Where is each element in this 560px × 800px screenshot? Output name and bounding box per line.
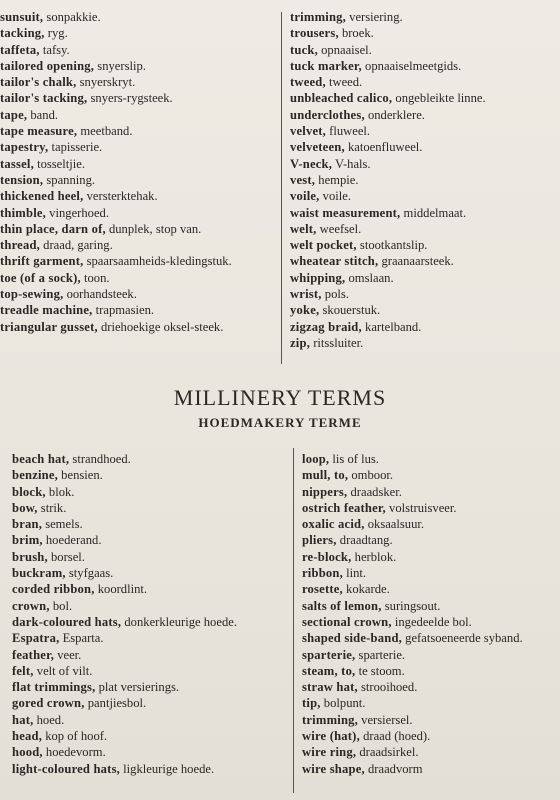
glossary-entry xyxy=(302,484,560,500)
glossary-term: wrist, xyxy=(290,287,322,302)
glossary-translation: tafsy. xyxy=(39,42,70,57)
glossary-translation: versiering. xyxy=(346,10,403,24)
glossary-term: benzine, xyxy=(12,468,59,483)
glossary-entry xyxy=(302,614,560,630)
glossary-entry xyxy=(290,205,558,221)
glossary-term: felt, xyxy=(12,663,34,678)
glossary-term: taffeta, xyxy=(0,42,40,57)
glossary-translation: toon. xyxy=(80,270,110,285)
glossary-term: thrift garment, xyxy=(0,254,84,269)
glossary-term: crown, xyxy=(12,598,50,613)
glossary-translation: hempie. xyxy=(315,172,359,187)
glossary-term: beach hat, xyxy=(12,452,70,466)
glossary-term: ribbon, xyxy=(302,566,343,581)
glossary-term: tacking, xyxy=(0,26,45,41)
glossary-term: loop, xyxy=(302,452,330,466)
glossary-term: ostrich feather, xyxy=(302,500,386,515)
glossary-entry xyxy=(12,451,280,467)
glossary-term: block, xyxy=(12,484,46,499)
glossary-entry xyxy=(290,237,558,253)
glossary-term: welt pocket, xyxy=(290,238,357,253)
glossary-column-bottom-right xyxy=(302,451,560,777)
glossary-translation: omboor. xyxy=(348,468,394,483)
glossary-entry xyxy=(0,107,276,123)
glossary-term: triangular gusset, xyxy=(0,319,98,334)
glossary-entry xyxy=(12,500,280,516)
glossary-entry xyxy=(12,647,280,663)
glossary-translation: herblok. xyxy=(351,549,397,564)
glossary-translation: tweed. xyxy=(325,75,363,90)
glossary-term: thin place, darn of, xyxy=(0,221,106,236)
glossary-term: unbleached calico, xyxy=(290,91,393,106)
glossary-translation: oorhandsteek. xyxy=(63,287,137,302)
glossary-translation: draadvorm xyxy=(364,761,423,776)
glossary-translation: sonpakkie. xyxy=(43,10,101,24)
glossary-term: feather, xyxy=(12,647,55,662)
glossary-term: tailor's chalk, xyxy=(0,75,77,90)
glossary-translation: pols. xyxy=(321,287,349,302)
glossary-translation: versiersel. xyxy=(358,712,413,727)
glossary-entry xyxy=(290,9,558,25)
glossary-term: treadle machine, xyxy=(0,303,93,318)
glossary-translation: stootkantslip. xyxy=(356,238,428,253)
glossary-translation: bolpunt. xyxy=(320,696,366,711)
glossary-translation: strandhoed. xyxy=(69,452,131,466)
glossary-translation: ingedeelde bol. xyxy=(391,614,472,629)
glossary-entry xyxy=(0,139,276,155)
glossary-entry xyxy=(12,614,280,630)
glossary-term: steam, to, xyxy=(302,663,356,678)
glossary-entry xyxy=(302,647,560,663)
glossary-entry xyxy=(290,74,558,90)
glossary-translation: voile. xyxy=(319,189,352,204)
glossary-entry xyxy=(302,744,560,760)
glossary-entry xyxy=(12,695,280,711)
glossary-entry xyxy=(302,712,560,728)
glossary-column-bottom-left xyxy=(12,451,280,777)
glossary-entry xyxy=(12,581,280,597)
glossary-term: light-coloured hats, xyxy=(12,761,121,776)
glossary-term: thickened heel, xyxy=(0,189,84,204)
glossary-translation: volstruisveer. xyxy=(385,500,457,515)
glossary-translation: lint. xyxy=(342,566,367,581)
glossary-entry xyxy=(302,500,560,516)
glossary-translation: spanning. xyxy=(43,172,96,187)
glossary-term: bow, xyxy=(12,500,38,515)
glossary-entry xyxy=(0,42,276,58)
glossary-entry xyxy=(302,532,560,548)
glossary-translation: blok. xyxy=(45,484,75,499)
glossary-entry xyxy=(0,302,276,318)
glossary-term: oxalic acid, xyxy=(302,517,365,532)
glossary-entry xyxy=(0,25,276,41)
glossary-translation: draadtang. xyxy=(336,533,393,548)
section-title: MILLINERY TERMS xyxy=(173,385,387,410)
glossary-translation: opnaaisel. xyxy=(317,42,372,57)
glossary-translation: draad (hoed). xyxy=(359,729,431,744)
glossary-entry xyxy=(0,221,276,237)
glossary-term: sectional crown, xyxy=(302,614,392,629)
glossary-term: wire shape, xyxy=(302,761,365,776)
glossary-entry xyxy=(302,663,560,679)
glossary-translation: V-hals. xyxy=(332,156,371,171)
glossary-entry xyxy=(12,679,280,695)
glossary-entry xyxy=(0,9,276,25)
glossary-entry xyxy=(0,270,276,286)
glossary-term: brush, xyxy=(12,549,48,564)
glossary-entry xyxy=(0,253,276,269)
glossary-term: hat, xyxy=(12,712,34,727)
glossary-entry xyxy=(302,761,560,777)
glossary-entry xyxy=(12,549,280,565)
glossary-entry xyxy=(302,598,560,614)
glossary-term: sunsuit, xyxy=(0,10,44,24)
glossary-term: shaped side-band, xyxy=(302,631,402,646)
glossary-translation: velt of vilt. xyxy=(33,663,93,678)
glossary-entry xyxy=(290,253,558,269)
glossary-entry xyxy=(0,319,276,335)
glossary-column-top-left xyxy=(0,9,276,335)
glossary-term: Espatra, xyxy=(12,631,60,646)
glossary-entry xyxy=(302,679,560,695)
glossary-entry xyxy=(302,516,560,532)
glossary-entry xyxy=(12,565,280,581)
glossary-translation: tapisserie. xyxy=(48,140,103,155)
glossary-translation: ritssluiter. xyxy=(310,335,364,350)
glossary-term: tip, xyxy=(302,696,321,711)
glossary-translation: broek. xyxy=(338,26,374,41)
glossary-term: tapestry, xyxy=(0,140,49,155)
glossary-translation: veer. xyxy=(54,647,82,662)
glossary-term: trousers, xyxy=(290,26,339,41)
glossary-term: welt, xyxy=(290,221,317,236)
glossary-term: head, xyxy=(12,729,43,744)
glossary-translation: draad, garing. xyxy=(40,238,113,253)
glossary-entry xyxy=(290,123,558,139)
glossary-translation: te stoom. xyxy=(355,663,405,678)
glossary-entry xyxy=(302,565,560,581)
glossary-term: V-neck, xyxy=(290,156,333,171)
glossary-entry xyxy=(12,663,280,679)
glossary-term: tailor's tacking, xyxy=(0,91,88,106)
glossary-translation: oksaalsuur. xyxy=(364,517,425,532)
glossary-entry xyxy=(290,270,558,286)
glossary-translation: vingerhoed. xyxy=(46,205,109,220)
glossary-translation: kartelband. xyxy=(361,319,422,334)
glossary-entry xyxy=(0,172,276,188)
glossary-translation: dunplek, stop van. xyxy=(105,221,202,236)
glossary-translation: semels. xyxy=(42,517,83,532)
glossary-entry xyxy=(0,123,276,139)
glossary-term: velvet, xyxy=(290,124,327,139)
glossary-entry xyxy=(302,630,560,646)
glossary-term: trimming, xyxy=(290,10,347,24)
glossary-translation: borsel. xyxy=(47,549,85,564)
glossary-term: zip, xyxy=(290,335,311,350)
glossary-translation: strik. xyxy=(37,500,67,515)
glossary-term: tassel, xyxy=(0,156,34,171)
glossary-term: tuck, xyxy=(290,42,318,57)
glossary-translation: donkerkleurige hoede. xyxy=(121,614,237,629)
glossary-term: waist measurement, xyxy=(290,205,401,220)
glossary-term: zigzag braid, xyxy=(290,319,362,334)
glossary-translation: driehoekige oksel-steek. xyxy=(97,319,224,334)
glossary-entry xyxy=(290,319,558,335)
glossary-entry xyxy=(302,581,560,597)
glossary-translation: hoedevorm. xyxy=(42,745,106,760)
glossary-term: thimble, xyxy=(0,205,47,220)
glossary-term: corded ribbon, xyxy=(12,582,95,597)
glossary-entry xyxy=(290,335,558,351)
section-subtitle: HOEDMAKERY TERME xyxy=(198,415,362,430)
glossary-term: buckram, xyxy=(12,566,66,581)
glossary-term: tailored opening, xyxy=(0,58,95,73)
glossary-translation: omslaan. xyxy=(345,270,394,285)
glossary-term: vest, xyxy=(290,172,316,187)
glossary-translation: plat versierings. xyxy=(95,680,180,695)
glossary-translation: versterktehak. xyxy=(83,189,158,204)
glossary-translation: draadsker. xyxy=(347,484,402,499)
glossary-term: voile, xyxy=(290,189,320,204)
glossary-translation: lis of lus. xyxy=(329,452,379,466)
glossary-translation: Esparta. xyxy=(59,631,104,646)
glossary-translation: styfgaas. xyxy=(65,566,114,581)
glossary-term: velveteen, xyxy=(290,140,345,155)
glossary-translation: snyers-rygsteek. xyxy=(87,91,173,106)
glossary-term: underclothes, xyxy=(290,107,365,122)
glossary-term: toe (of a sock), xyxy=(0,270,81,285)
glossary-translation: snyerskryt. xyxy=(76,75,136,90)
glossary-entry xyxy=(290,188,558,204)
glossary-entry xyxy=(290,172,558,188)
glossary-term: bran, xyxy=(12,517,43,532)
glossary-entry xyxy=(302,728,560,744)
glossary-term: whipping, xyxy=(290,270,346,285)
glossary-translation: bol. xyxy=(49,598,73,613)
glossary-entry xyxy=(0,286,276,302)
glossary-term: tweed, xyxy=(290,75,326,90)
glossary-entry xyxy=(290,302,558,318)
glossary-translation: ongebleikte linne. xyxy=(392,91,486,106)
column-divider-top xyxy=(281,12,282,364)
glossary-translation: spaarsaamheids-kledingstuk. xyxy=(83,254,232,269)
glossary-entry xyxy=(0,74,276,90)
glossary-term: hood, xyxy=(12,745,43,760)
glossary-translation: opnaaiselmeetgids. xyxy=(361,58,462,73)
glossary-term: thread, xyxy=(0,238,40,253)
glossary-term: pliers, xyxy=(302,533,337,548)
glossary-translation: weefsel. xyxy=(316,221,362,236)
glossary-entry xyxy=(12,744,280,760)
glossary-translation: kokarde. xyxy=(342,582,390,597)
glossary-entry xyxy=(290,25,558,41)
glossary-translation: ligkleurige hoede. xyxy=(120,761,215,776)
glossary-term: tuck marker, xyxy=(290,58,362,73)
glossary-term: re-block, xyxy=(302,549,352,564)
glossary-entry xyxy=(302,467,560,483)
glossary-entry xyxy=(302,549,560,565)
glossary-translation: onderklere. xyxy=(364,107,425,122)
glossary-entry xyxy=(290,90,558,106)
glossary-term: tape, xyxy=(0,107,28,122)
glossary-entry xyxy=(12,516,280,532)
glossary-translation: hoederand. xyxy=(42,533,102,548)
glossary-entry xyxy=(290,221,558,237)
glossary-entry xyxy=(12,467,280,483)
glossary-translation: kop of hoof. xyxy=(42,729,108,744)
glossary-translation: pantjiesbol. xyxy=(84,696,147,711)
glossary-translation: sparterie. xyxy=(355,647,406,662)
glossary-translation: graanaarsteek. xyxy=(378,254,454,269)
glossary-translation: hoed. xyxy=(33,712,65,727)
glossary-translation: ryg. xyxy=(44,26,68,41)
glossary-term: trimming, xyxy=(302,712,359,727)
glossary-entry xyxy=(12,728,280,744)
glossary-translation: snyerslip. xyxy=(94,58,146,73)
glossary-translation: draadsirkel. xyxy=(356,745,419,760)
glossary-entry xyxy=(290,139,558,155)
glossary-translation: strooihoed. xyxy=(357,680,418,695)
glossary-entry xyxy=(12,598,280,614)
glossary-translation: katoenfluweel. xyxy=(344,140,423,155)
glossary-translation: fluweel. xyxy=(326,124,371,139)
glossary-translation: tosseltjie. xyxy=(33,156,86,171)
glossary-entry xyxy=(290,107,558,123)
glossary-entry xyxy=(0,188,276,204)
glossary-term: gored crown, xyxy=(12,696,85,711)
glossary-entry xyxy=(0,90,276,106)
glossary-term: top-sewing, xyxy=(0,287,64,302)
glossary-term: tension, xyxy=(0,172,44,187)
glossary-entry xyxy=(0,205,276,221)
glossary-entry xyxy=(0,58,276,74)
glossary-entry xyxy=(290,42,558,58)
glossary-term: mull, to, xyxy=(302,468,349,483)
glossary-term: yoke, xyxy=(290,303,320,318)
glossary-term: straw hat, xyxy=(302,680,358,695)
glossary-entry xyxy=(0,156,276,172)
glossary-term: wheatear stitch, xyxy=(290,254,379,269)
glossary-entry xyxy=(290,156,558,172)
glossary-entry xyxy=(12,630,280,646)
glossary-translation: skouerstuk. xyxy=(319,303,381,318)
glossary-entry xyxy=(12,712,280,728)
glossary-translation: trapmasien. xyxy=(92,303,155,318)
glossary-entry xyxy=(290,286,558,302)
glossary-term: flat trimmings, xyxy=(12,680,96,695)
glossary-term: wire ring, xyxy=(302,745,357,760)
glossary-term: dark-coloured hats, xyxy=(12,614,122,629)
glossary-translation: band. xyxy=(27,107,59,122)
glossary-column-top-right xyxy=(290,9,558,351)
glossary-term: sparterie, xyxy=(302,647,356,662)
glossary-entry xyxy=(290,58,558,74)
glossary-translation: gefatsoeneerde syband. xyxy=(402,631,523,646)
glossary-translation: koordlint. xyxy=(94,582,148,597)
glossary-translation: middelmaat. xyxy=(400,205,467,220)
glossary-term: nippers, xyxy=(302,484,348,499)
glossary-translation: meetband. xyxy=(77,124,133,139)
column-divider-bottom xyxy=(293,448,294,793)
glossary-translation: bensien. xyxy=(58,468,103,483)
glossary-entry xyxy=(302,451,560,467)
glossary-term: brim, xyxy=(12,533,43,548)
glossary-entry xyxy=(12,761,280,777)
glossary-term: rosette, xyxy=(302,582,343,597)
glossary-entry xyxy=(12,532,280,548)
glossary-entry xyxy=(302,695,560,711)
glossary-term: salts of lemon, xyxy=(302,598,382,613)
glossary-term: tape measure, xyxy=(0,124,78,139)
glossary-entry xyxy=(0,237,276,253)
glossary-entry xyxy=(12,484,280,500)
glossary-term: wire (hat), xyxy=(302,729,360,744)
glossary-translation: suringsout. xyxy=(381,598,441,613)
